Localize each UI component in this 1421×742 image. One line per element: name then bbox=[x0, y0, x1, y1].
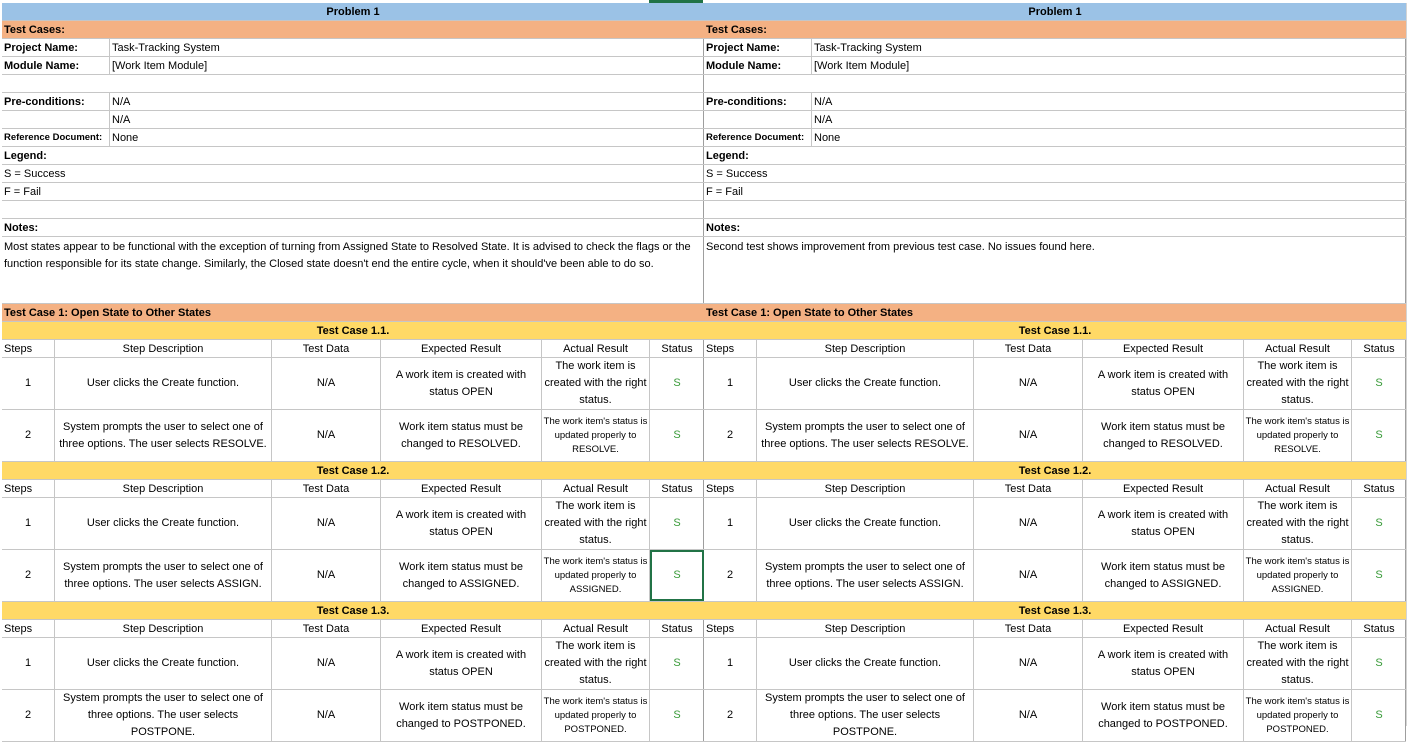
step-number-cell[interactable]: 2 bbox=[704, 410, 757, 461]
preconditions-value-2[interactable]: N/A bbox=[814, 113, 833, 126]
reference-document-value[interactable]: None bbox=[112, 131, 139, 144]
header-steps[interactable]: Steps bbox=[2, 620, 55, 637]
step-description-cell[interactable]: User clicks the Create function. bbox=[757, 358, 974, 409]
step-number-cell[interactable]: 2 bbox=[2, 550, 55, 601]
step-description-cell[interactable]: System prompts the user to select one of three options. The user selects POSTPONE. bbox=[55, 690, 272, 741]
test-data-cell[interactable]: N/A bbox=[272, 690, 381, 741]
header-actual-result[interactable]: Actual Result bbox=[1244, 620, 1352, 637]
test-sheet-right bbox=[704, 3, 1406, 742]
empty-label-cell[interactable] bbox=[704, 111, 812, 128]
expected-result-cell[interactable]: A work item is created with status OPEN bbox=[1083, 498, 1244, 549]
test-case-title[interactable]: Test Case 1.1. bbox=[2, 322, 704, 339]
header-actual-result[interactable]: Actual Result bbox=[1244, 340, 1352, 357]
header-expected-result[interactable]: Expected Result bbox=[381, 480, 542, 497]
header-steps[interactable]: Steps bbox=[2, 480, 55, 497]
expected-result-cell[interactable]: Work item status must be changed to RESOLVED. bbox=[381, 410, 542, 461]
header-steps[interactable]: Steps bbox=[2, 340, 55, 357]
actual-result-cell[interactable]: The work item's status is updated properly to POSTPONED. bbox=[1244, 690, 1352, 741]
project-name-label[interactable]: Project Name: bbox=[2, 39, 110, 56]
table-row bbox=[2, 638, 704, 690]
expected-result-cell[interactable]: Work item status must be changed to POSTPONED. bbox=[1083, 690, 1244, 741]
step-number-cell[interactable]: 1 bbox=[2, 498, 55, 549]
status-cell[interactable]: S bbox=[1375, 377, 1383, 389]
empty-row[interactable] bbox=[704, 75, 1406, 92]
table-header-row bbox=[2, 480, 704, 498]
project-name-value[interactable]: Task-Tracking System bbox=[814, 41, 922, 54]
test-data-cell[interactable]: N/A bbox=[974, 498, 1083, 549]
step-number-cell[interactable]: 2 bbox=[704, 550, 757, 601]
test-data-cell[interactable]: N/A bbox=[974, 638, 1083, 689]
status-cell[interactable]: S bbox=[1375, 569, 1383, 581]
test-data-cell[interactable]: N/A bbox=[974, 550, 1083, 601]
header-test-data[interactable]: Test Data bbox=[272, 480, 381, 497]
test-data-cell[interactable]: N/A bbox=[974, 690, 1083, 741]
panel-title[interactable]: Problem 1 bbox=[2, 3, 704, 20]
header-actual-result[interactable]: Actual Result bbox=[1244, 480, 1352, 497]
empty-row[interactable] bbox=[2, 75, 704, 92]
header-test-data[interactable]: Test Data bbox=[974, 340, 1083, 357]
actual-result-cell[interactable]: The work item is created with the right status. bbox=[1244, 358, 1352, 409]
step-description-cell[interactable]: System prompts the user to select one of three options. The user selects ASSIGN. bbox=[55, 550, 272, 601]
actual-result-cell[interactable]: The work item's status is updated properly to ASSIGNED. bbox=[1244, 550, 1352, 601]
table-row bbox=[704, 690, 1406, 742]
expected-result-cell[interactable]: A work item is created with status OPEN bbox=[381, 498, 542, 549]
empty-row[interactable] bbox=[2, 201, 704, 218]
test-case-title[interactable]: Test Case 1.2. bbox=[2, 462, 704, 479]
preconditions-value-1[interactable]: N/A bbox=[814, 95, 833, 108]
actual-result-cell[interactable]: The work item is created with the right status. bbox=[542, 638, 650, 689]
reference-document-label[interactable]: Reference Document: bbox=[704, 129, 812, 146]
step-number-cell[interactable]: 2 bbox=[2, 690, 55, 741]
table-row bbox=[704, 550, 1406, 602]
header-steps[interactable]: Steps bbox=[704, 620, 757, 637]
test-data-cell[interactable]: N/A bbox=[974, 358, 1083, 409]
step-description-cell[interactable]: System prompts the user to select one of three options. The user selects POSTPONE. bbox=[757, 690, 974, 741]
reference-document-label[interactable]: Reference Document: bbox=[2, 129, 110, 146]
table-row bbox=[704, 498, 1406, 550]
reference-document-value[interactable]: None bbox=[814, 131, 841, 144]
header-step-description[interactable]: Step Description bbox=[757, 620, 974, 637]
legend-label[interactable]: Legend: bbox=[4, 149, 47, 162]
module-name-value[interactable]: [Work Item Module] bbox=[112, 59, 208, 72]
notes-label[interactable]: Notes: bbox=[706, 221, 741, 234]
test-data-cell[interactable]: N/A bbox=[272, 498, 381, 549]
preconditions-value-2[interactable]: N/A bbox=[112, 113, 131, 126]
table-row bbox=[2, 550, 704, 602]
status-cell[interactable]: S bbox=[673, 429, 681, 441]
actual-result-cell[interactable]: The work item's status is updated properly to RESOLVE. bbox=[1244, 410, 1352, 461]
header-expected-result[interactable]: Expected Result bbox=[1083, 620, 1244, 637]
notes-label[interactable]: Notes: bbox=[4, 221, 39, 234]
header-status[interactable]: Status bbox=[1363, 482, 1395, 495]
actual-result-cell[interactable]: The work item is created with the right status. bbox=[542, 498, 650, 549]
legend-fail[interactable]: F = Fail bbox=[706, 185, 743, 198]
test-case-title[interactable]: Test Case 1.2. bbox=[704, 462, 1406, 479]
step-number-cell[interactable]: 1 bbox=[704, 358, 757, 409]
status-cell[interactable]: S bbox=[1375, 517, 1383, 529]
step-description-cell[interactable]: System prompts the user to select one of three options. The user selects ASSIGN. bbox=[757, 550, 974, 601]
step-number-cell[interactable]: 1 bbox=[704, 498, 757, 549]
table-header-row bbox=[704, 480, 1406, 498]
header-step-description[interactable]: Step Description bbox=[55, 340, 272, 357]
header-step-description[interactable]: Step Description bbox=[55, 620, 272, 637]
header-steps[interactable]: Steps bbox=[704, 480, 757, 497]
legend-label[interactable]: Legend: bbox=[706, 149, 749, 162]
status-cell[interactable]: S bbox=[1375, 709, 1383, 721]
header-steps[interactable]: Steps bbox=[704, 340, 757, 357]
project-name-label[interactable]: Project Name: bbox=[704, 39, 812, 56]
empty-label-cell[interactable] bbox=[2, 111, 110, 128]
expected-result-cell[interactable]: A work item is created with status OPEN bbox=[381, 358, 542, 409]
step-number-cell[interactable]: 2 bbox=[704, 690, 757, 741]
test-data-cell[interactable]: N/A bbox=[272, 638, 381, 689]
test-section-title[interactable]: Test Case 1: Open State to Other States bbox=[704, 304, 1406, 321]
header-test-data[interactable]: Test Data bbox=[974, 480, 1083, 497]
test-case-title[interactable]: Test Case 1.1. bbox=[704, 322, 1406, 339]
header-step-description[interactable]: Step Description bbox=[757, 480, 974, 497]
header-test-data[interactable]: Test Data bbox=[272, 340, 381, 357]
module-name-label[interactable]: Module Name: bbox=[2, 57, 110, 74]
test-data-cell[interactable]: N/A bbox=[974, 410, 1083, 461]
step-number-cell[interactable]: 2 bbox=[2, 410, 55, 461]
test-data-cell[interactable]: N/A bbox=[272, 550, 381, 601]
step-description-cell[interactable]: User clicks the Create function. bbox=[55, 498, 272, 549]
expected-result-cell[interactable]: Work item status must be changed to RESOLVED. bbox=[1083, 410, 1244, 461]
table-row bbox=[704, 410, 1406, 462]
header-status[interactable]: Status bbox=[661, 342, 693, 355]
status-cell[interactable]: S bbox=[650, 550, 704, 601]
table-row bbox=[2, 358, 704, 410]
header-expected-result[interactable]: Expected Result bbox=[1083, 480, 1244, 497]
actual-result-cell[interactable]: The work item's status is updated properly to RESOLVE. bbox=[542, 410, 650, 461]
legend-success[interactable]: S = Success bbox=[706, 167, 768, 180]
step-description-cell[interactable]: System prompts the user to select one of three options. The user selects RESOLVE. bbox=[757, 410, 974, 461]
header-actual-result[interactable]: Actual Result bbox=[542, 480, 650, 497]
test-data-cell[interactable]: N/A bbox=[272, 410, 381, 461]
preconditions-label[interactable]: Pre-conditions: bbox=[704, 93, 812, 110]
header-expected-result[interactable]: Expected Result bbox=[381, 620, 542, 637]
header-status[interactable]: Status bbox=[1363, 622, 1395, 635]
step-number-cell[interactable]: 1 bbox=[2, 358, 55, 409]
table-header-row bbox=[2, 340, 704, 358]
actual-result-cell[interactable]: The work item is created with the right status. bbox=[1244, 498, 1352, 549]
module-name-value[interactable]: [Work Item Module] bbox=[814, 59, 910, 72]
header-actual-result[interactable]: Actual Result bbox=[542, 620, 650, 637]
actual-result-cell[interactable]: The work item's status is updated properly to ASSIGNED. bbox=[542, 550, 650, 601]
step-description-cell[interactable]: User clicks the Create function. bbox=[55, 358, 272, 409]
header-test-data[interactable]: Test Data bbox=[272, 620, 381, 637]
table-header-row bbox=[2, 620, 704, 638]
test-case-groups bbox=[704, 322, 1405, 742]
header-status[interactable]: Status bbox=[1363, 342, 1395, 355]
step-description-cell[interactable]: User clicks the Create function. bbox=[757, 498, 974, 549]
test-cases-label[interactable]: Test Cases: bbox=[704, 21, 1406, 38]
header-status[interactable]: Status bbox=[661, 482, 693, 495]
step-description-cell[interactable]: System prompts the user to select one of three options. The user selects RESOLVE. bbox=[55, 410, 272, 461]
table-header-row bbox=[704, 340, 1406, 358]
module-name-label[interactable]: Module Name: bbox=[704, 57, 812, 74]
step-description-cell[interactable]: User clicks the Create function. bbox=[55, 638, 272, 689]
table-row bbox=[2, 410, 704, 462]
table-row bbox=[704, 358, 1406, 410]
expected-result-cell[interactable]: A work item is created with status OPEN bbox=[381, 638, 542, 689]
step-number-cell[interactable]: 1 bbox=[704, 638, 757, 689]
status-cell[interactable]: S bbox=[673, 657, 681, 669]
status-cell[interactable]: S bbox=[673, 517, 681, 529]
actual-result-cell[interactable]: The work item is created with the right status. bbox=[1244, 638, 1352, 689]
expected-result-cell[interactable]: Work item status must be changed to ASSIGNED. bbox=[381, 550, 542, 601]
blank-column-area[interactable] bbox=[1406, 3, 1421, 726]
test-case-title[interactable]: Test Case 1.3. bbox=[704, 602, 1406, 619]
empty-row[interactable] bbox=[704, 201, 1406, 218]
test-sheet-left bbox=[2, 3, 704, 742]
test-case-title[interactable]: Test Case 1.3. bbox=[2, 602, 704, 619]
status-cell[interactable]: S bbox=[1375, 429, 1383, 441]
header-actual-result[interactable]: Actual Result bbox=[542, 340, 650, 357]
step-description-cell[interactable]: User clicks the Create function. bbox=[757, 638, 974, 689]
project-name-value[interactable]: Task-Tracking System bbox=[112, 41, 220, 54]
expected-result-cell[interactable]: A work item is created with status OPEN bbox=[1083, 638, 1244, 689]
legend-success[interactable]: S = Success bbox=[4, 167, 66, 180]
status-cell[interactable]: S bbox=[673, 709, 681, 721]
table-row bbox=[2, 498, 704, 550]
status-cell[interactable]: S bbox=[1375, 657, 1383, 669]
panel-title[interactable]: Problem 1 bbox=[704, 3, 1406, 20]
header-expected-result[interactable]: Expected Result bbox=[381, 340, 542, 357]
notes-text[interactable]: Most states appear to be functional with the exception of turning from Assigned State to Resolved State. It is advised to check the flags or the function responsible for its state change. Similarly, the Closed state doesn't end the entire cycle, when it should've been able to do so. bbox=[4, 241, 691, 270]
header-expected-result[interactable]: Expected Result bbox=[1083, 340, 1244, 357]
actual-result-cell[interactable]: The work item's status is updated properly to POSTPONED. bbox=[542, 690, 650, 741]
status-cell[interactable]: S bbox=[673, 377, 681, 389]
legend-fail[interactable]: F = Fail bbox=[4, 185, 41, 198]
preconditions-label[interactable]: Pre-conditions: bbox=[2, 93, 110, 110]
test-data-cell[interactable]: N/A bbox=[272, 358, 381, 409]
table-row bbox=[704, 638, 1406, 690]
expected-result-cell[interactable]: Work item status must be changed to ASSIGNED. bbox=[1083, 550, 1244, 601]
test-section-title[interactable]: Test Case 1: Open State to Other States bbox=[2, 304, 704, 321]
table-row bbox=[2, 690, 704, 742]
preconditions-value-1[interactable]: N/A bbox=[112, 95, 131, 108]
expected-result-cell[interactable]: Work item status must be changed to POSTPONED. bbox=[381, 690, 542, 741]
header-status[interactable]: Status bbox=[661, 622, 693, 635]
notes-text[interactable]: Second test shows improvement from previous test case. No issues found here. bbox=[706, 241, 1095, 253]
test-cases-label[interactable]: Test Cases: bbox=[2, 21, 704, 38]
actual-result-cell[interactable]: The work item is created with the right status. bbox=[542, 358, 650, 409]
header-step-description[interactable]: Step Description bbox=[55, 480, 272, 497]
table-header-row bbox=[704, 620, 1406, 638]
test-case-groups bbox=[2, 322, 703, 742]
step-number-cell[interactable]: 1 bbox=[2, 638, 55, 689]
expected-result-cell[interactable]: A work item is created with status OPEN bbox=[1083, 358, 1244, 409]
header-test-data[interactable]: Test Data bbox=[974, 620, 1083, 637]
header-step-description[interactable]: Step Description bbox=[757, 340, 974, 357]
